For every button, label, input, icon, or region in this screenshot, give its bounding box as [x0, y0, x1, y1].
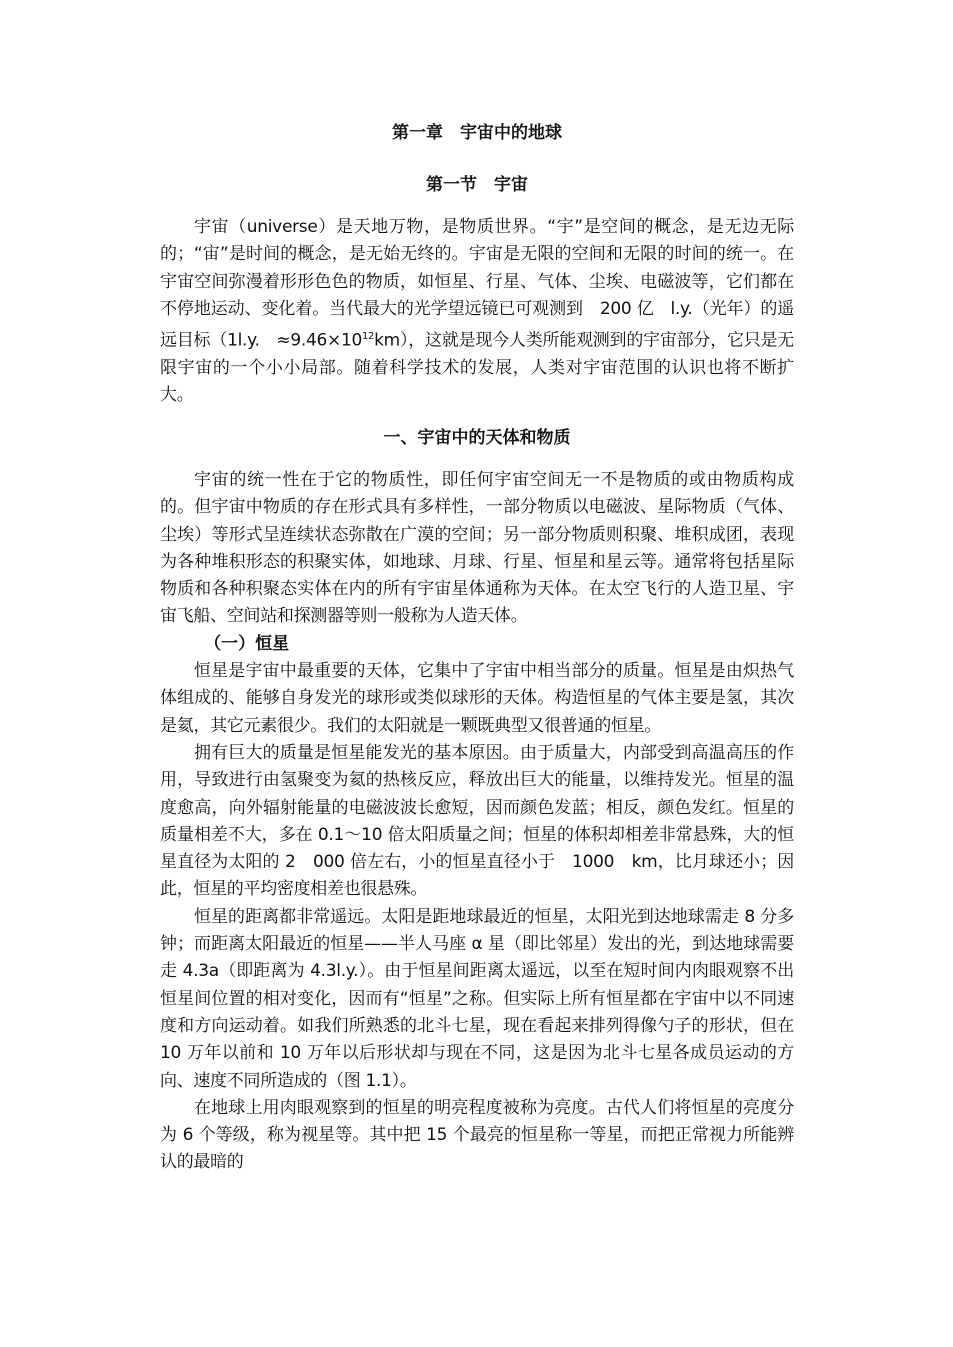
paragraph-star-2: 拥有巨大的质量是恒星能发光的基本原因。由于质量大，内部受到高温高压的作用，导致进行由氢聚变为氦的热核反应，释放出巨大的能量，以维持发光。恒星的温度愈高，向外辐射能量的电磁波波长愈短，因而颜色发蓝；相反，颜色发红。恒星的质量相差不大，多在 0.1～10 倍太阳质量之间；恒星的体积却相差非常悬殊，大的恒星直径为太阳的 2 000 倍左右，小的恒星直径小于 1000 km，比月球还小；因此，恒星的平均密度相差也很悬殊。: [160, 742, 794, 900]
paragraph-star-4: 在地球上用肉眼观察到的恒星的明亮程度被称为亮度。古代人们将恒星的亮度分为 6 个等级，称为视星等。其中把 15 个最亮的恒星称一等星，而把正常视力所能辨认的最暗的: [160, 1097, 794, 1173]
paragraph-star-3: 恒星的距离都非常遥远。太阳是距地球最近的恒星，太阳光到达地球需走 8 分多钟；而距离太阳最近的恒星——半人马座 α 星（即比邻星）发出的光，到达地球需要走 4.3a（即距离为 4.3l.y.）。由于恒星间距离太遥远，以至在短时间内肉眼观察不出恒星间位置的相对变化，因而有“恒星”之称。但实际上所有恒星都在宇宙中以不同速度和方向运动着。如我们所熟悉的北斗七星，现在看起来排列得像勺子的形状，但在 10 万年以前和 10 万年以后形状却与现在不同，这是因为北斗七星各成员运动的方向、速度不同所造成的（图 1.1）。: [160, 906, 794, 1091]
chapter-title: 第一章 宇宙中的地球: [392, 123, 562, 143]
paragraph-matter: 宇宙的统一性在于它的物质性，即任何宇宙空间无一不是物质的或由物质构成的。但宇宙中物质的存在形式具有多样性，一部分物质以电磁波、星际物质（气体、尘埃）等形式呈连续状态弥散在广漠的空间；另一部分物质则积聚、堆积成团，表现为各种堆积形态的积聚实体，如地球、月球、行星、恒星和星云等。通常将包括星际物质和各种积聚态实体在内的所有宇宙星体通称为天体。在太空飞行的人造卫星、宇宙飞船、空间站和探测器等则一般称为人造天体。: [160, 470, 794, 627]
body-block: [160, 467, 794, 1177]
intro-text-part2: km），这就是现今人类所能观测到的宇宙部分，它只是无限宇宙的一个小小局部。随着科学技术的发展，人类对宇宙范围的认识也将不断扩大。: [160, 330, 794, 406]
section-title: 第一节 宇宙: [426, 175, 528, 195]
intro-text-part1: 宇宙（universe）是天地万物，是物质世界。“宇”是空间的概念，是无边无际的；“宙”是时间的概念，是无始无终的。宇宙是无限的空间和无限的时间的统一。在宇宙空间弥漫着形形色色的物质，如恒星、行星、气体、尘埃、电磁波等，它们都在不停地运动、变化着。当代最大的光学望远镜已可观测到 200 亿 l.y.（光年）的遥远目标（1l.y. ≈9.46×10: [160, 217, 794, 351]
intro-exponent: 12: [362, 331, 375, 343]
stars-heading: （一）恒星: [204, 633, 290, 654]
intro-paragraph: [160, 214, 794, 410]
paragraph-star-1: 恒星是宇宙中最重要的天体，它集中了宇宙中相当部分的质量。恒星是由炽热气体组成的、能够自身发光的球形或类似球形的天体。构造恒星的气体主要是氢，其次是氦，其它元素很少。我们的太阳就是一颗既典型又很普通的恒星。: [160, 661, 794, 736]
subsection-title: 一、宇宙中的天体和物质: [383, 428, 571, 448]
intro-block: [160, 214, 794, 410]
